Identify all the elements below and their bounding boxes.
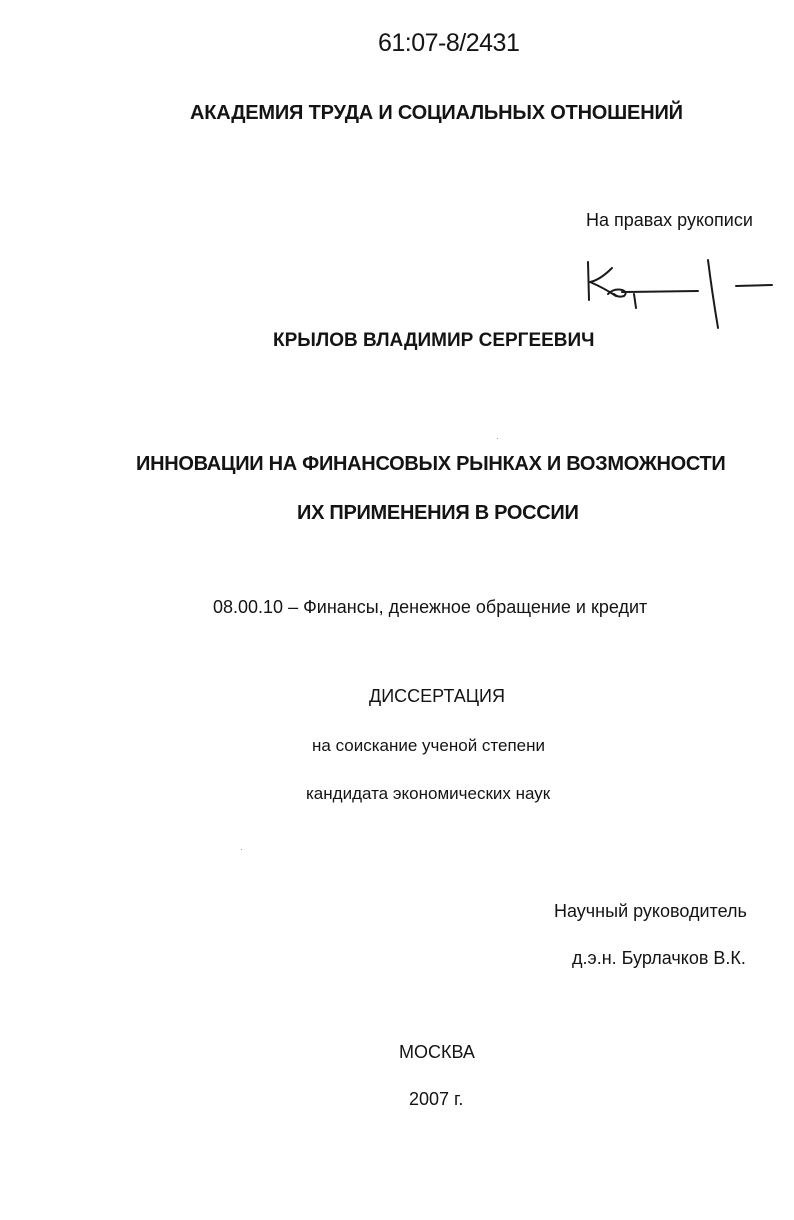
city: МОСКВА [399, 1042, 475, 1062]
supervisor-label: Научный руководитель [554, 901, 747, 921]
year: 2007 г. [409, 1089, 464, 1109]
catalog-number: 61:07-8/2431 [378, 29, 520, 57]
specialty-code: 08.00.10 – Финансы, денежное обращение и кредит [213, 597, 648, 617]
scan-speck [497, 438, 498, 439]
supervisor-name: д.э.н. Бурлачков В.К. [572, 948, 746, 968]
document-type: ДИССЕРТАЦИЯ [369, 686, 505, 706]
dissertation-title-line-1: ИННОВАЦИИ НА ФИНАНСОВЫХ РЫНКАХ И ВОЗМОЖНОСТИ [136, 453, 726, 475]
degree-line-2: кандидата экономических наук [306, 784, 551, 803]
handwritten-signature [578, 252, 778, 337]
institution-name: АКАДЕМИЯ ТРУДА И СОЦИАЛЬНЫХ ОТНОШЕНИЙ [190, 102, 683, 124]
degree-line-1: на соискание ученой степени [312, 736, 546, 755]
author-name: КРЫЛОВ ВЛАДИМИР СЕРГЕЕВИЧ [273, 330, 595, 351]
dissertation-title-line-2: ИХ ПРИМЕНЕНИЯ В РОССИИ [297, 502, 579, 524]
manuscript-note: На правах рукописи [586, 210, 753, 230]
scan-speck [241, 849, 242, 850]
